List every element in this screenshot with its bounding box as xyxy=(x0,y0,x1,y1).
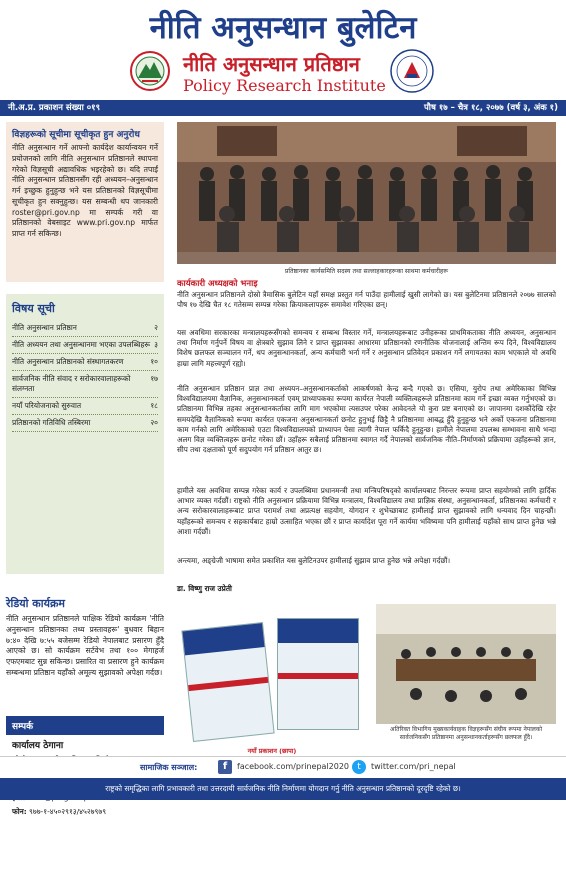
contact-heading: सम्पर्क xyxy=(6,716,164,735)
twitter-icon[interactable]: t xyxy=(352,760,366,774)
photo-caption: प्रतिष्ठानका कार्यसमिति सदस्य तथा सल्लाहकारहरूका साथमा कर्मचारीहरू xyxy=(284,268,449,275)
vision-tagline: राष्ट्रको समृद्धिका लागि प्रभावकारी तथा उत्तरदायी सार्वजनिक नीति निर्माणमा योगदान गर्नु नीति अनुसन्धान प्रतिष्ठानको दूरदृष्टि रहेको छ। xyxy=(0,778,566,800)
masthead xyxy=(0,0,566,100)
toc-item[interactable]: नयाँ परियोजनाको सुरुवात १८ xyxy=(12,398,158,415)
radio-title: रेडियो कार्यक्रम xyxy=(6,597,65,610)
contact-box: सम्पर्क कार्यालय ठेगाना फोन: ९७७-१-४५०२९१३/४५२७९७९ xyxy=(6,716,164,876)
issue-bar xyxy=(0,100,566,116)
phone-number: ९७७-१-४५०२९१३/४५२७९७९ xyxy=(29,806,107,816)
institute-name-np: नीति अनुसन्धान प्रतिष्ठान xyxy=(183,52,360,76)
twitter-link[interactable]: twitter.com/pri_nepal xyxy=(371,762,456,771)
institute-name-en: Policy Research Institute xyxy=(183,76,386,95)
notice-text: नीति अनुसन्धान गर्ने आफ्नो कार्यदेश कार्यान्वयन गर्ने प्रयोजनको लागि नीति अनुसन्धान प्रतिष्ठानले स्थापना गरेको विज्ञसूची अद्यावधिक भइरहेको छ। यदि तपाईं नीति अनुसन्धान प्रतिष्ठानसँग रही अध्ययन–अनुसन्धान गर्न इच्छुक हुनुहुन्छ भने यस प्रतिष्ठानको विज्ञसूचीमा सूचीकृत हुन सक्नुहुन्छ। यस सम्बन्धी थप जानकारी roster@pri.gov.np मा सम्पर्क गरी वा प्रतिष्ठानको वेबसाइट www.pri.gov.np मार्फत प्राप्त गर्न सकिन्छ। xyxy=(12,143,158,239)
toc-title: विषय सूची xyxy=(12,302,55,315)
signature: डा. विष्णु राज उप्रेती xyxy=(177,584,232,593)
publication-cover-1 xyxy=(181,622,274,742)
publications-caption: नयाँ प्रकाशन (छापा) xyxy=(247,747,297,755)
radio-text: नीति अनुसन्धान प्रतिष्ठानले पाक्षिक रेडियो कार्यक्रम 'नीति अनुसन्धान प्रतिष्ठानका तथ्य प्रस्तावहरू' बुधवार बिहान ७:४० देखि ७:५५ बजेसम्म रेडियो नेपालबाट प्रसारण हुँदै आएको छ। सो कार्यक्रम सर्टवेभ तथा १०० मेगाहर्ज एफएमबाट सुन्न सकिन्छ। प्रसारित वा प्रसारण हुने कार्यक्रम सम्बन्धमा प्रतिष्ठान यहाँको अमूल्य सुझावको अपेक्षा गर्दछ। xyxy=(6,614,164,677)
notice-title: विज्ञहरूको सूचीमा सूचीकृत हुन अनुरोध xyxy=(12,130,140,140)
main-content xyxy=(173,116,560,756)
facebook-icon[interactable]: f xyxy=(218,760,232,774)
table-of-contents xyxy=(6,294,164,574)
paragraph-4: हामीले यस अवधिमा सम्पन्न गरेका कार्य र उपलब्धिमा प्रधानमन्त्री तथा मन्त्रिपरिषद्को कार्यालयबाट निरन्तर रूपमा प्राप्त सहयोगको लागि हार्दिक आभार व्यक्त गर्दछौं। राष्ट्रको नीति अनुसन्धान प्रक्रियामा विभिन्न मन्त्रालय, विश्वविद्यालय तथा प्राज्ञिक संस्था, अनुसन्धानकर्ता, प्रतिष्ठानका कर्मचारी र अन्य सरोकारवालाहरूबाट प्राप्त परामर्श तथा अप्रत्यक्ष सहयोग, योगदान र शुभेच्छाबाट हामीलाई प्राप्त सुझावको लागि धन्यवाद दिन चाहन्छौं। यहाँहरूको समन्वय र सहकार्यबाट हाम्रो उत्साहित भएका छौं र प्राप्त कार्यादेश पूरा गर्ने कार्यमा भविष्यमा पनि हामीलाई यहाँको साथ प्राप्त हुनेछ भन्ने आशा गर्दछौं। xyxy=(177,486,556,536)
toc-item[interactable]: सार्वजनिक नीति संवाद र सरोकारवालाहरूको संलग्नता १७ xyxy=(12,371,158,398)
group-photo xyxy=(177,122,556,264)
pri-logo-icon xyxy=(386,48,438,94)
paragraph-5: अन्त्यमा, अङ्ग्रेजी भाषामा समेत प्रकाशित यस बुलेटिनउपर हामीलाई सुझाव प्राप्त हुनेछ भन्ने अपेक्षा गर्दछौं। xyxy=(177,556,451,565)
publication-cover-2 xyxy=(277,618,359,730)
toc-item[interactable]: प्रतिष्ठानको गतिविधि तस्बिरमा २० xyxy=(12,415,158,432)
social-bar xyxy=(0,756,566,779)
meeting-photo xyxy=(376,604,556,724)
social-label: सामाजिक सञ्जाल: xyxy=(140,763,198,772)
paragraph-2: यस अवधिमा सरकारका मन्त्रालयहरूसँगको समन्वय र सम्बन्ध विस्तार गर्ने, मन्त्रालयहरूबाट उनीहरूका प्राथमिकताका नीति अध्ययन, अनुसन्धान तथा निर्माण गर्नुपर्ने विषय वा क्षेत्रबारे सुझाव लिने र प्राप्त सुझावका आधारमा प्रतिष्ठानको रणनीतिक योजनालाई अन्तिम रूप दिने, विश्वविद्यालय विशेष छलफल सञ्चालन गर्ने, थप अनुसन्धानकर्ता, अन्य कर्मचारी भर्ना गर्ने र अनुसन्धान प्रतिवेदन प्रकाशन गर्ने लगायतका काम भएकाले यो अवधि हाम्रा लागि महत्त्वपूर्ण रह्यो। xyxy=(177,328,556,368)
office-address-label: कार्यालय ठेगाना xyxy=(12,741,64,751)
executive-message-title: कार्यकारी अध्यक्षको भनाइ xyxy=(177,279,258,289)
radio-program-box xyxy=(6,596,164,706)
toc-item[interactable]: नीति अनुसन्धान प्रतिष्ठान २ xyxy=(12,320,158,337)
facebook-link[interactable]: facebook.com/prinepal2020 xyxy=(237,762,350,771)
issue-date: पौष १७ – चैत्र १८, २०७७ (वर्ष ३, अंक १) xyxy=(423,103,558,113)
paragraph-3: नीति अनुसन्धान प्रतिष्ठान प्राज्ञ तथा अध्ययन–अनुसन्धानकर्ताको आकर्षणको केन्द्र बन्दै गएको छ। एसिया, युरोप तथा अमेरिकाका विभिन्न विश्वविद्यालयमा वैज्ञानिक, अनुसन्धानकर्ता एवम् प्राध्यापकका रूपमा कार्यरत नेपाली व्यक्तित्वहरूले प्रतिष्ठानमा काम गर्ने इच्छा व्यक्त गर्नुभएको छ। प्रतिष्ठानमा विभिन्न तहका अनुसन्धानकर्ताका लागि माग भएकोमा त्यसउपर परेका आवेदनले यो कुरा प्रष्ट बनाएको छ। जापानमा दशकौंदेखि रहेर समयदेखि वैज्ञानिकको रूपमा कार्यरत एकजना अनुसन्धानकर्ता छनोट हुनुभई छिट्टै नै प्रतिष्ठानमा आबद्ध हुँदै हुनुहुन्छ भने अर्को एकजना प्रतिष्ठानमा काम गर्नको लागि अमेरिकाको एउटा विश्वविद्यालयको प्राध्यापन पेसा त्यागी नेपाल फर्किदै हुनुहुन्छ। हामीले नेपालमा उपलब्ध सम्भावना साथै भन्दा अलग विज्ञ व्यक्तित्वहरू छनोट गरेका छौं। उहाँहरू सबैलाई प्रतिष्ठानमा स्वागत गर्दै नेपालको सार्वजनिक नीति–निर्माणको प्रक्रियामा उहाँहरूको ज्ञान, सीप तथा दक्षताको पूर्ण सदुपयोग गर्न प्रतिष्ठान आतुर छ। xyxy=(177,384,556,455)
publication-covers xyxy=(177,604,367,744)
toc-item[interactable]: नीति अध्ययन तथा अनुसन्धानमा भएका उपलब्धिहरू ३ xyxy=(12,337,158,354)
toc-item[interactable]: नीति अनुसन्धान प्रतिष्ठानको संस्थागतकरण १० xyxy=(12,354,158,371)
nepal-emblem-icon xyxy=(128,50,172,92)
roster-notice-box xyxy=(6,122,164,282)
bulletin-title: नीति अनुसन्धान बुलेटिन xyxy=(149,10,417,46)
paragraph-1: नीति अनुसन्धान प्रतिष्ठानले दोस्रो त्रैमासिक बुलेटिन यहाँ समक्ष प्रस्तुत गर्न पाउँदा हामीलाई खुसी लागेको छ। यस बुलेटिनमा प्रतिष्ठानले २०७७ सालको पौष १७ देखि चैत १८ गतेसम्म सम्पन्न गरेका क्रियाकलापहरू समावेश गरिएका छन्। xyxy=(177,290,556,310)
meeting-caption: अतिरिक्त विभागिय मुख्यकार्यवाहक विज्ञहरूसँग संघीय रूपमा नेपालको सार्वजनिकसँग प्रतिष्ठानमा अनुसन्धानकर्ताहरूसँग छलफल हुँदै। xyxy=(389,726,542,742)
publication-number: नी.अ.प्र. प्रकाशन संख्या ०१९ xyxy=(8,103,100,113)
